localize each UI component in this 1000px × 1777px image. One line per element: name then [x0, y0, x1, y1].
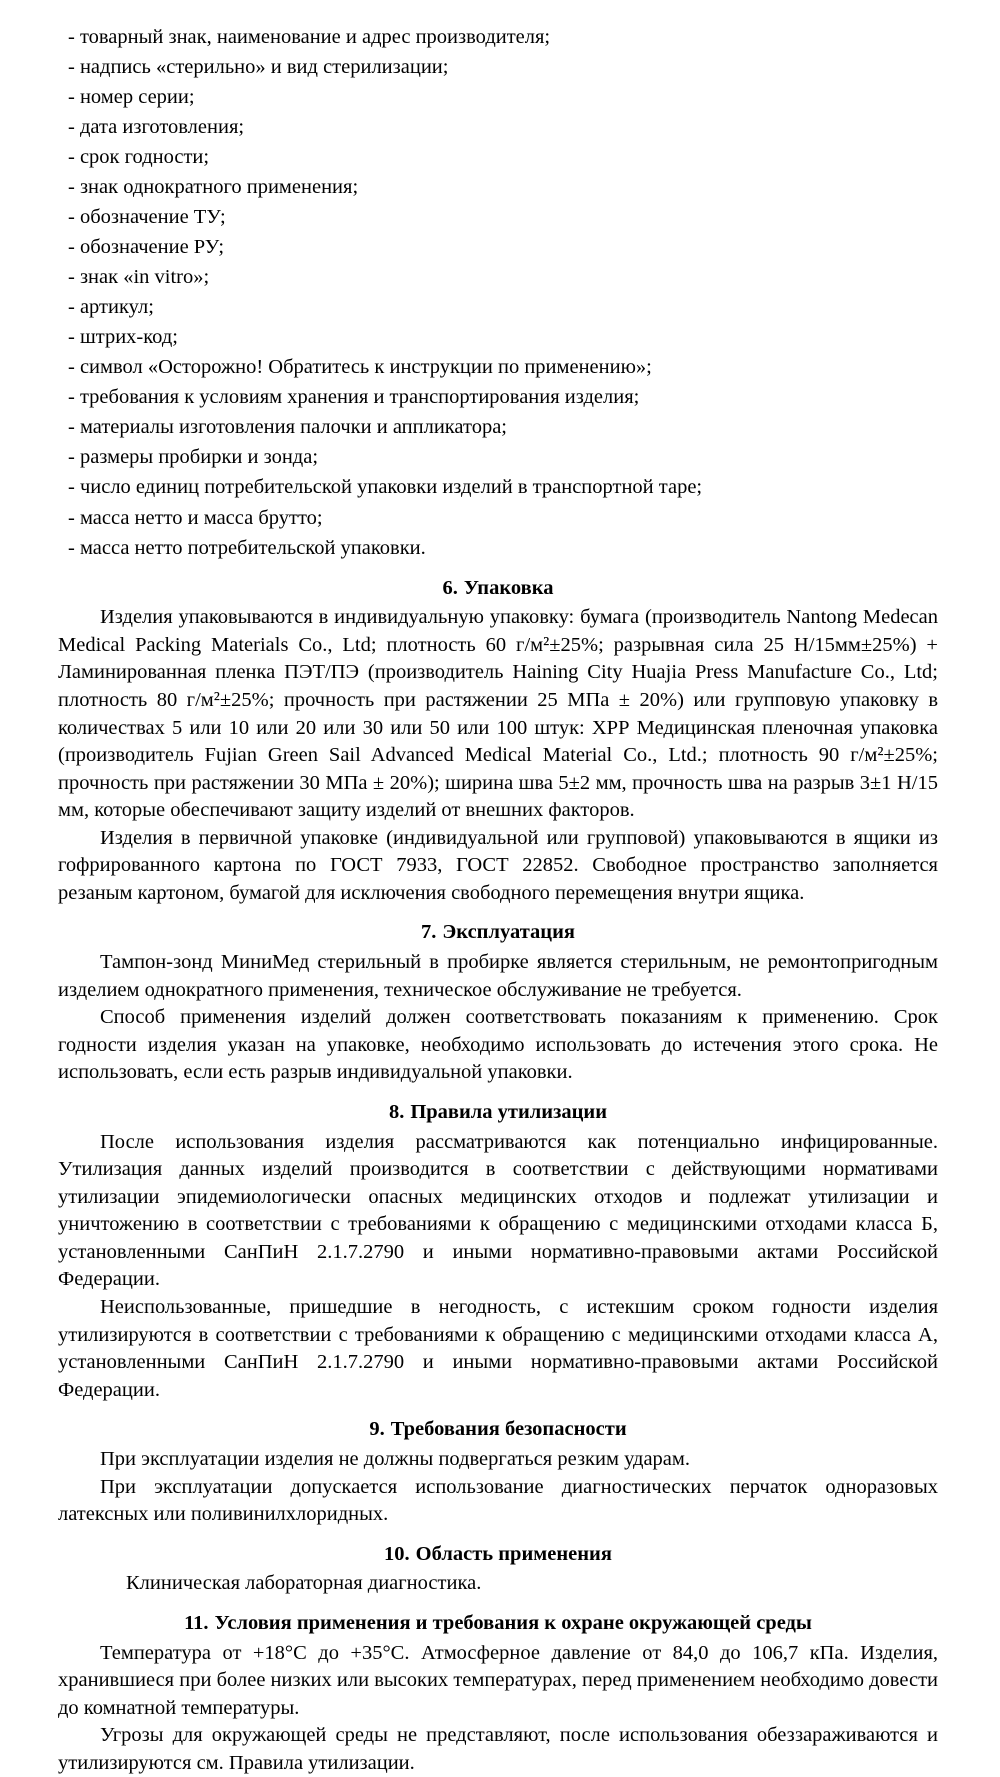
- list-item: - символ «Осторожно! Обратитесь к инструкции по применению»;: [68, 356, 652, 379]
- section-10-paragraph-1: Клиническая лабораторная диагностика.: [126, 1572, 482, 1595]
- section-6-paragraph-1: Изделия упаковываются в индивидуальную упаковку: бумага (производитель Nantong Medecan Medical Packing Materials Co., Ltd; плотность 60 г/м²±25%; разрывная сила 25 Н/15мм±25%) + Ламинированная пленка ПЭТ/ПЭ (производитель Haining City Huajia Press Manufacture Co., Ltd; плотность 80 г/м²±25%; прочность при растяжении 25 МПа ± 20%) или групповую упаковку в количествах 5 или 10 или 20 или 30 или 50 или 100 штук: ХРР Медицинская пленочная упаковка (производитель Fujian Green Sail Advanced Medical Material Co., Ltd.; плотность 90 г/м²±25%; прочность при растяжении 30 МПа ± 20%); ширина шва 5±2 мм, прочность шва на разрыв 3±1 Н/15 мм, которые обеспечивают защиту изделий от внешних факторов.: [58, 606, 938, 822]
- section-heading-10: [58, 1540, 938, 1569]
- list-item: - размеры пробирки и зонда;: [68, 446, 319, 469]
- section-6-paragraph-2: Изделия в первичной упаковке (индивидуальной или групповой) упаковываются в ящики из гофрированного картона по ГОСТ 7933, ГОСТ 22852. Свободное пространство заполняется резаным картоном, бумагой для исключения свободного перемещения внутри ящика.: [58, 826, 938, 904]
- section-title: Область применения: [415, 1542, 612, 1565]
- section-7-paragraph-1: Тампон-зонд МиниМед стерильный в пробирке является стерильным, не ремонтопригодным изделием однократного применения, техническое обслуживание не требуется.: [58, 951, 938, 1001]
- section-9-paragraph-1: При эксплуатации изделия не должны подвергаться резким ударам.: [100, 1447, 691, 1470]
- section-heading-6: [58, 574, 938, 603]
- section-heading-11: [58, 1609, 938, 1638]
- list-item: - срок годности;: [68, 146, 210, 169]
- section-9-paragraph-2: При эксплуатации допускается использование диагностических перчаток одноразовых латексных или поливинилхлоридных.: [58, 1475, 938, 1526]
- section-7-paragraph-2: Способ применения изделий должен соответствовать показаниям к применению. Срок годности изделия указан на упаковке, необходимо использовать до истечения этого срока. Не использовать, если есть разрыв индивидуальной упаковки.: [58, 1006, 938, 1084]
- section-number: 7.: [421, 921, 437, 944]
- section-heading-9: [58, 1415, 938, 1444]
- list-item: - надпись «стерильно» и вид стерилизации;: [68, 56, 449, 79]
- list-item: - знак однократного применения;: [68, 176, 359, 199]
- marking-requirements-list: [58, 22, 938, 563]
- section-title: Эксплуатация: [442, 921, 575, 944]
- section-8-paragraph-2: Неиспользованные, пришедшие в негодность, с истекшим сроком годности изделия утилизируются в соответствии с требованиями к обращению с медицинскими отходами класса А, установленными СанПиН 2.1.7.2790 и иными нормативно-правовыми актами Российской Федерации.: [58, 1296, 938, 1401]
- list-item: - артикул;: [68, 296, 154, 319]
- section-number: 8.: [388, 1100, 405, 1123]
- section-title: Правила утилизации: [410, 1100, 608, 1123]
- list-item: - номер серии;: [68, 86, 195, 109]
- list-item: - материалы изготовления палочки и аппликатора;: [68, 416, 507, 439]
- section-heading-8: [58, 1098, 938, 1127]
- list-item: - требования к условиям хранения и транспортирования изделия;: [68, 386, 640, 409]
- list-item: - число единиц потребительской упаковки изделий в транспортной таре;: [68, 476, 703, 499]
- section-11-paragraph-1: Температура от +18°С до +35°С. Атмосферное давление от 84,0 до 106,7 кПа. Изделия, хранившиеся при более низких или высоких температурах, перед применением необходимо довести до комнатной температуры.: [58, 1641, 938, 1719]
- list-item: - знак «in vitro»;: [68, 266, 210, 289]
- section-heading-7: [58, 918, 938, 947]
- list-item: - обозначение РУ;: [68, 236, 225, 259]
- section-number: 11.: [184, 1611, 209, 1634]
- list-item: - штрих-код;: [68, 326, 178, 349]
- list-item: - обозначение ТУ;: [68, 206, 226, 229]
- section-8-paragraph-1: После использования изделия рассматриваются как потенциально инфицированные. Утилизация данных изделий производится в соответствии с действующими нормативами утилизации эпидемиологически опасных медицинских отходов и подлежат утилизации и уничтожению в соответствии с требованиями к обращению с медицинскими отходами класса Б, установленными СанПиН 2.1.7.2790 и иными нормативно-правовыми актами Российской Федерации.: [58, 1130, 938, 1291]
- section-number: 10.: [384, 1542, 410, 1565]
- list-item: - дата изготовления;: [68, 116, 245, 139]
- section-title: Требования безопасности: [390, 1418, 627, 1441]
- list-item: - масса нетто и масса брутто;: [68, 506, 323, 529]
- section-title: Условия применения и требования к охране окружающей среды: [214, 1611, 812, 1634]
- list-item: - масса нетто потребительской упаковки.: [68, 536, 426, 559]
- section-number: 9.: [369, 1418, 385, 1441]
- section-11-paragraph-2: Угрозы для окружающей среды не представляют, после использования обеззараживаются и утилизируются см. Правила утилизации.: [58, 1724, 938, 1774]
- section-title: Упаковка: [463, 576, 554, 599]
- section-number: 6.: [442, 576, 458, 599]
- list-item: - товарный знак, наименование и адрес производителя;: [68, 26, 551, 48]
